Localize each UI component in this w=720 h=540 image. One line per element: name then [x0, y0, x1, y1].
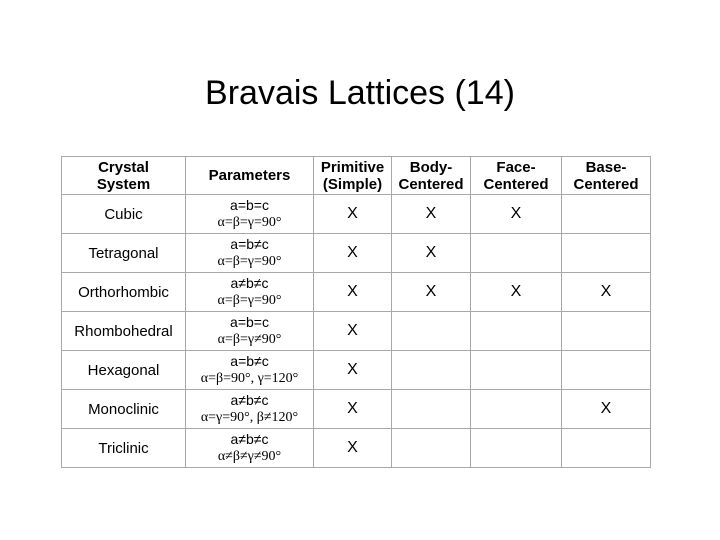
crystal-system-cell: Monoclinic	[62, 390, 186, 429]
face-centered-cell	[471, 429, 562, 468]
page-title: Bravais Lattices (14)	[205, 74, 515, 112]
edge-relation: a≠b≠c	[230, 392, 269, 408]
angle-relation: α=β=γ=90°	[217, 254, 282, 269]
header-face-centered: Face- Centered	[471, 157, 562, 195]
base-centered-cell: X	[562, 390, 651, 429]
base-centered-cell	[562, 195, 651, 234]
edge-relation: a=b=c	[230, 314, 269, 330]
body-centered-cell: X	[392, 195, 471, 234]
crystal-system-cell: Triclinic	[62, 429, 186, 468]
body-centered-cell	[392, 312, 471, 351]
parameters-cell	[186, 195, 314, 234]
crystal-system-cell: Hexagonal	[62, 351, 186, 390]
table-row	[62, 234, 651, 273]
primitive-cell: X	[314, 195, 392, 234]
edge-relation: a≠b≠c	[230, 431, 269, 447]
body-centered-cell	[392, 390, 471, 429]
base-centered-cell	[562, 429, 651, 468]
parameters-cell	[186, 351, 314, 390]
primitive-cell: X	[314, 351, 392, 390]
face-centered-cell: X	[471, 195, 562, 234]
parameters-cell	[186, 429, 314, 468]
face-centered-cell	[471, 390, 562, 429]
angle-relation: α=β=γ≠90°	[217, 332, 282, 347]
face-centered-cell: X	[471, 273, 562, 312]
body-centered-cell: X	[392, 234, 471, 273]
parameters-cell	[186, 273, 314, 312]
header-body-centered: Body- Centered	[392, 157, 471, 195]
angle-relation: α=β=γ=90°	[217, 215, 282, 230]
parameters-cell	[186, 312, 314, 351]
table-row	[62, 312, 651, 351]
primitive-cell: X	[314, 429, 392, 468]
parameters-cell	[186, 234, 314, 273]
table-row	[62, 195, 651, 234]
body-centered-cell	[392, 351, 471, 390]
edge-relation: a=b≠c	[230, 353, 269, 369]
primitive-cell: X	[314, 234, 392, 273]
body-centered-cell	[392, 429, 471, 468]
edge-relation: a=b≠c	[230, 236, 269, 252]
parameters-cell	[186, 390, 314, 429]
crystal-system-cell: Orthorhombic	[62, 273, 186, 312]
primitive-cell: X	[314, 312, 392, 351]
bravais-lattice-table	[61, 156, 651, 468]
table-row	[62, 429, 651, 468]
edge-relation: a=b=c	[230, 197, 269, 213]
base-centered-cell	[562, 351, 651, 390]
body-centered-cell: X	[392, 273, 471, 312]
table-row	[62, 273, 651, 312]
crystal-system-cell: Tetragonal	[62, 234, 186, 273]
header-base-centered: Base- Centered	[562, 157, 651, 195]
crystal-system-cell: Cubic	[62, 195, 186, 234]
header-crystal-system: Crystal System	[62, 157, 186, 195]
base-centered-cell: X	[562, 273, 651, 312]
face-centered-cell	[471, 312, 562, 351]
angle-relation: α=β=90°, γ=120°	[200, 371, 299, 386]
base-centered-cell	[562, 312, 651, 351]
primitive-cell: X	[314, 390, 392, 429]
base-centered-cell	[562, 234, 651, 273]
table-row	[62, 351, 651, 390]
table-row	[62, 390, 651, 429]
table-header-row	[62, 157, 651, 195]
primitive-cell: X	[314, 273, 392, 312]
edge-relation: a≠b≠c	[230, 275, 269, 291]
angle-relation: α=β=γ=90°	[217, 293, 282, 308]
angle-relation: α=γ=90°, β≠120°	[200, 410, 299, 425]
crystal-system-cell: Rhombohedral	[62, 312, 186, 351]
face-centered-cell	[471, 234, 562, 273]
header-primitive: Primitive (Simple)	[314, 157, 392, 195]
header-parameters: Parameters	[186, 157, 314, 195]
angle-relation: α≠β≠γ≠90°	[217, 449, 282, 464]
face-centered-cell	[471, 351, 562, 390]
